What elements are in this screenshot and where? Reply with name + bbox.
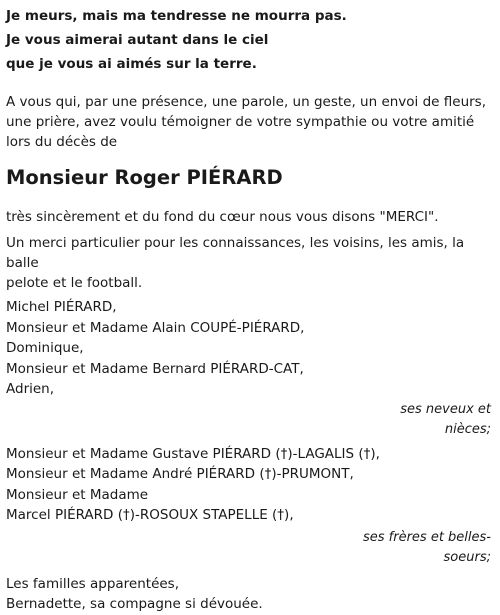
quote-line: que je vous ai aimés sur la terre. — [6, 56, 257, 72]
special-thanks-line: Un merci particulier pour les connaissances, les voisins, les amis, la balle — [6, 235, 465, 271]
family-name-line: Marcel PIÉRARD (†)-ROSOUX STAPELLE (†), — [6, 507, 294, 523]
family-name-line: Monsieur et Madame André PIÉRARD (†)-PRUMONT, — [6, 466, 354, 482]
relation-line: nièces; — [444, 421, 491, 437]
family-name-line: Monsieur et Madame Gustave PIÉRARD (†)-LAGALIS (†), — [6, 445, 380, 462]
intro-paragraph — [6, 92, 494, 152]
family-name-line: Monsieur et Madame — [6, 486, 149, 503]
family-group-siblings — [6, 444, 494, 526]
special-thanks — [6, 233, 494, 293]
deceased-name: Monsieur Roger PIÉRARD — [6, 166, 283, 189]
special-thanks-line: pelote et le football. — [6, 275, 143, 291]
family-group-others — [6, 574, 494, 615]
family-name-line: Monsieur et Madame Bernard PIÉRARD-CAT, — [6, 360, 304, 377]
intro-line: A vous qui, par une présence, une parole, un geste, un envoi de fleurs, — [6, 94, 487, 110]
family-name-line: Les familles apparentées, — [6, 575, 180, 592]
relation-line: soeurs; — [443, 549, 491, 565]
family-name-line: Monsieur et Madame Alain COUPÉ-PIÉRARD, — [6, 319, 305, 336]
intro-line: une prière, avez voulu témoigner de votre sympathie ou votre amitié — [6, 114, 475, 130]
thanks-text: très sincèrement et du fond du cœur nous vous disons "MERCI". — [6, 209, 439, 225]
family-name-line: Michel PIÉRARD, — [6, 299, 117, 315]
quote-line: Je vous aimerai autant dans le ciel — [6, 32, 269, 48]
intro-line: lors du décès de — [6, 134, 118, 150]
family-name-line: Dominique, — [6, 340, 84, 356]
family-group-nephews — [6, 297, 494, 400]
relation-label-siblings — [6, 528, 494, 568]
relation-label-nephews — [6, 400, 494, 440]
quote-line: Je meurs, mais ma tendresse ne mourra pas. — [6, 8, 347, 24]
relation-line: ses neveux et — [400, 401, 491, 417]
quote-block — [6, 4, 494, 76]
relation-line: ses frères et belles- — [362, 529, 491, 545]
family-name-line: Bernadette, sa compagne si dévouée. — [6, 596, 263, 612]
family-name-line: Adrien, — [6, 381, 55, 397]
